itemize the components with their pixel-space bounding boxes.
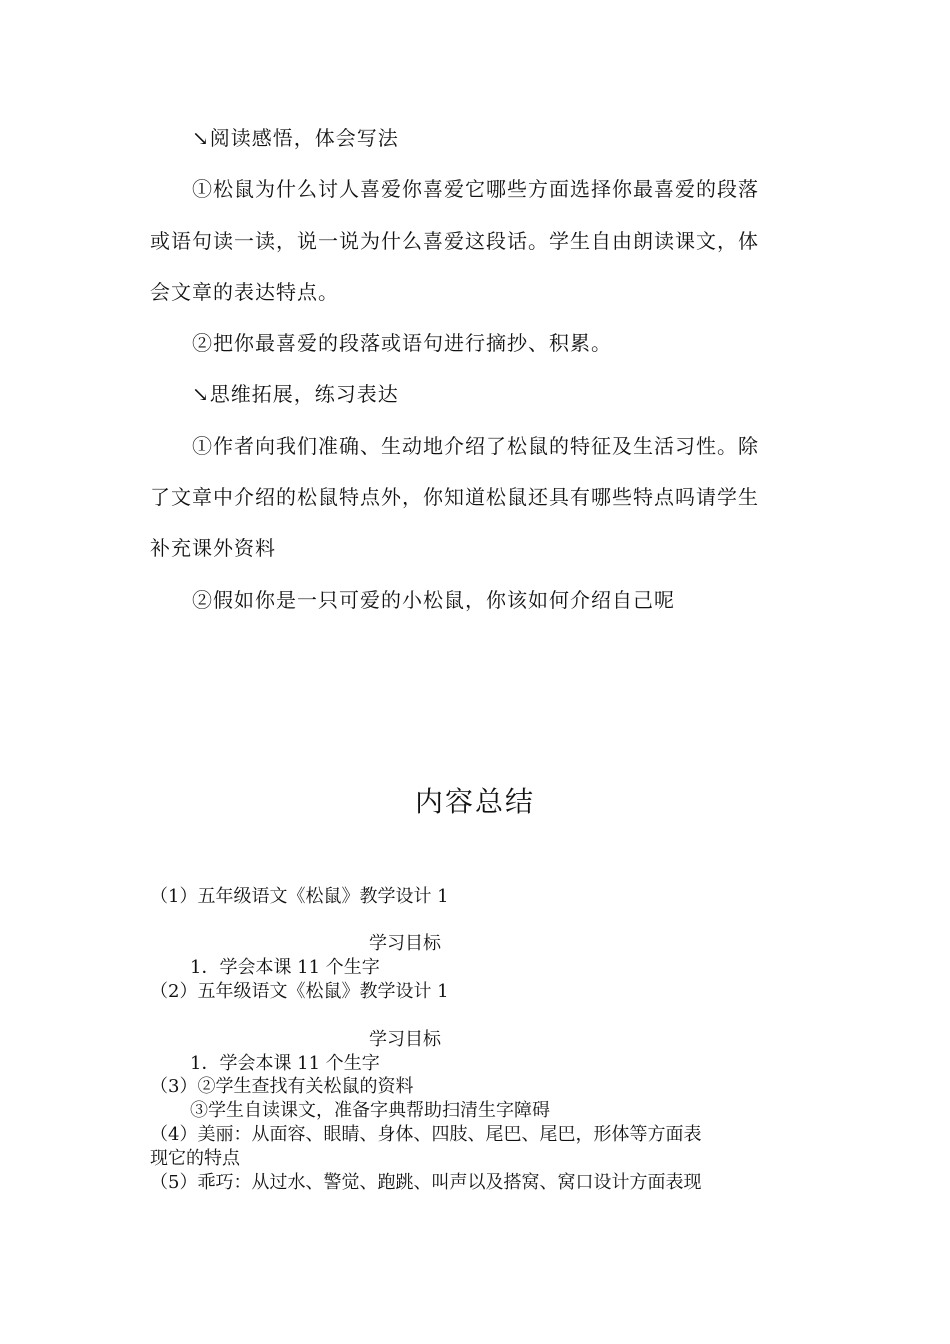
- summary-item4-line2: 现它的特点: [150, 1148, 240, 1169]
- reading-section-heading: ↘阅读感悟，体会写法: [192, 126, 399, 150]
- reading-para2: ②把你最喜爱的段落或语句进行摘抄、积累。: [192, 331, 612, 355]
- summary-item3-line1: （3）②学生查找有关松鼠的资料: [150, 1076, 414, 1097]
- summary-title: 内容总结: [414, 785, 535, 818]
- summary-item4-line1: （4）美丽：从面容、眼睛、身体、四肢、尾巴、尾巴，形体等方面表: [150, 1124, 702, 1145]
- reading-para1-line3: 会文章的表达特点。: [150, 280, 339, 304]
- summary-item1-title: （1）五年级语文《松鼠》教学设计 1: [150, 886, 449, 907]
- thinking-para1-line2: 了文章中介绍的松鼠特点外，你知道松鼠还具有哪些特点吗请学生: [150, 485, 759, 509]
- thinking-section-heading: ↘思维拓展，练习表达: [192, 382, 399, 406]
- summary-item2-title: （2）五年级语文《松鼠》教学设计 1: [150, 981, 449, 1002]
- thinking-para1-line3: 补充课外资料: [150, 536, 276, 560]
- summary-item1-goal: 1．学会本课 11 个生字: [190, 957, 380, 978]
- summary-item3-line2: ③学生自读课文，准备字典帮助扫清生字障碍: [190, 1100, 550, 1121]
- thinking-para2: ②假如你是一只可爱的小松鼠，你该如何介绍自己呢: [192, 588, 675, 612]
- reading-para1-line2: 或语句读一读，说一说为什么喜爱这段话。学生自由朗读课文，体: [150, 229, 759, 253]
- summary-item5-line1: （5）乖巧：从过水、警觉、跑跳、叫声以及搭窝、窝口设计方面表现: [150, 1172, 702, 1193]
- summary-item2-goal: 1．学会本课 11 个生字: [190, 1053, 380, 1074]
- reading-para1-line1: ①松鼠为什么讨人喜爱你喜爱它哪些方面选择你最喜爱的段落: [192, 177, 759, 201]
- thinking-para1-line1: ①作者向我们准确、生动地介绍了松鼠的特征及生活习性。除: [192, 434, 759, 458]
- summary-item2-subtitle: 学习目标: [369, 1029, 441, 1050]
- summary-item1-subtitle: 学习目标: [369, 933, 441, 954]
